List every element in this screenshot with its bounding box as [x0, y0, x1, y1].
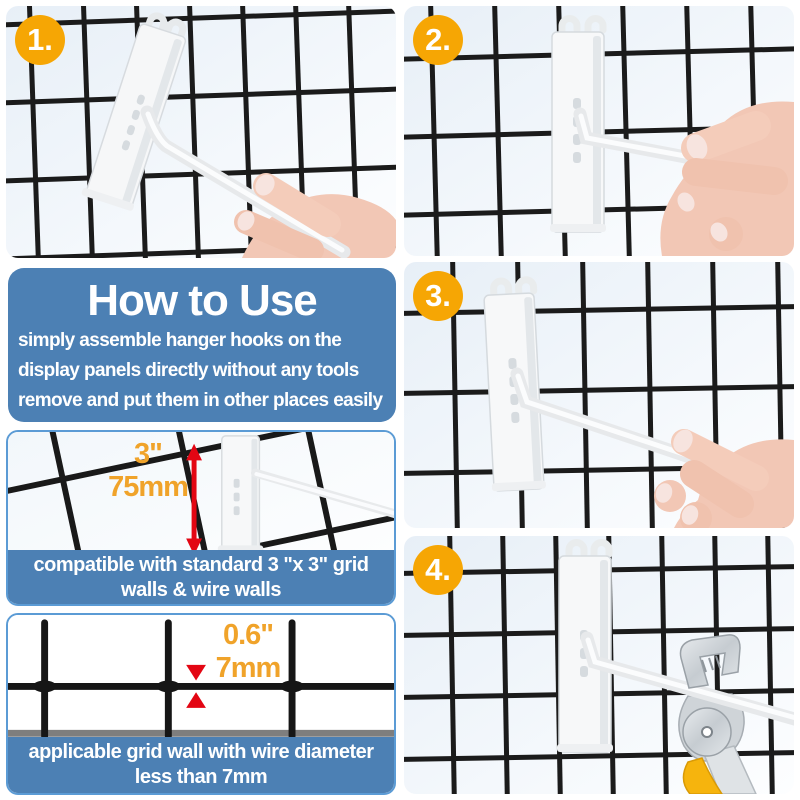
grid-measure-inch: 3" — [134, 438, 162, 470]
how-to-use-title: How to Use — [87, 276, 317, 325]
grid-measure-mm: 75mm — [108, 471, 188, 503]
how-to-use-line1: simply assemble hanger hooks on the — [18, 330, 342, 351]
grid-measurement-label — [83, 438, 213, 504]
step3-panel — [404, 262, 794, 528]
wire-measure-inch: 0.6" — [222, 619, 274, 651]
step4-panel — [404, 536, 794, 794]
step2-panel — [404, 6, 794, 256]
step3-photo-illustration — [404, 262, 794, 528]
grid-size-spec-panel — [6, 430, 396, 606]
wire-measure-mm: 7mm — [215, 652, 281, 684]
wire-spec-caption-line2: less than 7mm — [134, 766, 268, 788]
step-number-badge: 2. — [413, 15, 463, 65]
wire-measurement-label — [186, 619, 310, 685]
how-to-use-line3: remove and put them in other places easily — [18, 390, 383, 411]
grid-spec-caption — [8, 550, 394, 604]
step-number-badge: 4. — [413, 545, 463, 595]
grid-spec-caption-line2: walls & wire walls — [121, 579, 281, 601]
wire-diameter-spec-panel — [6, 613, 396, 795]
step-number-badge: 1. — [15, 15, 65, 65]
wire-spec-caption — [8, 737, 394, 793]
grid-spec-caption-line1: compatible with standard 3 "x 3" grid — [33, 554, 369, 576]
how-to-use-line2: display panels directly without any tools — [18, 360, 359, 381]
wire-spec-caption-line1: applicable grid wall with wire diameter — [28, 741, 374, 763]
step-number-badge: 3. — [413, 271, 463, 321]
hanger-hook-plate — [218, 436, 264, 553]
step1-panel — [6, 6, 396, 258]
pliers-pivot-hole — [702, 727, 712, 737]
how-to-use-box — [8, 268, 396, 422]
